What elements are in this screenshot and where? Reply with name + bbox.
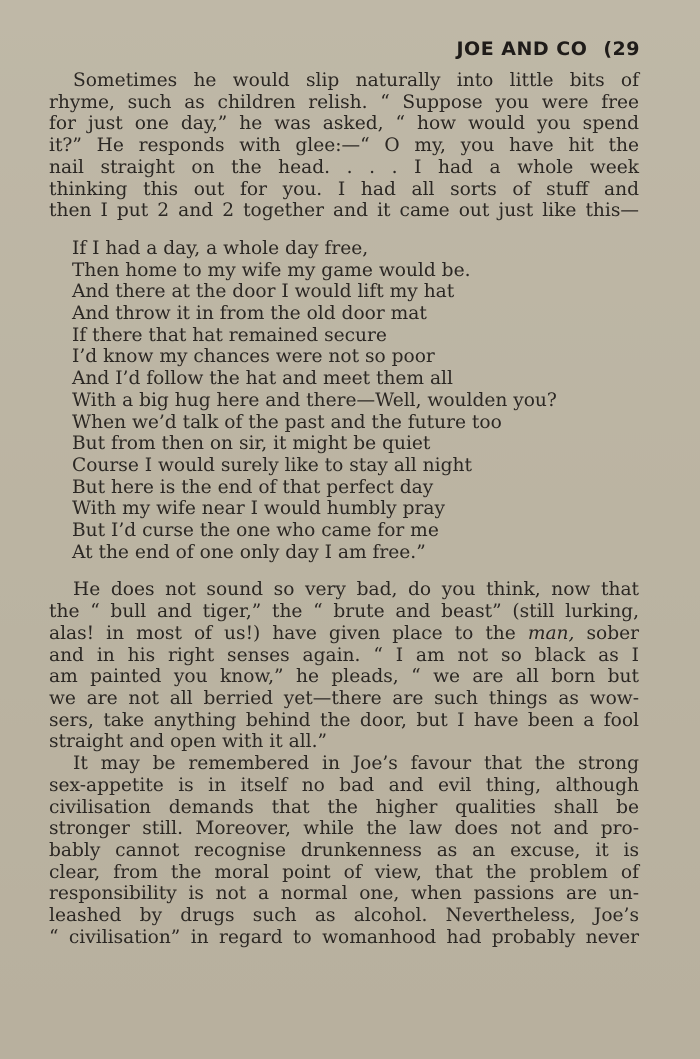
poem-line: And throw it in from the old door mat xyxy=(72,303,427,325)
poem-line: But from then on sir, it might be quiet xyxy=(72,433,431,455)
running-header xyxy=(456,38,640,60)
text-line: clear, from the moral point of view, that the problem of xyxy=(49,861,639,883)
running-title: JOE AND CO xyxy=(456,38,588,60)
text-line: it?” He responds with glee:—“ O my, you have hit the xyxy=(49,135,639,157)
text-line: sex-appetite is in itself no bad and evil thing, although xyxy=(49,774,639,796)
paragraph-commentary xyxy=(25,579,639,753)
body-text xyxy=(25,70,639,948)
text-fragment: sober xyxy=(586,622,639,644)
poem-line: But I’d curse the one who came for me xyxy=(72,520,439,542)
text-line: nail straight on the head. . . . I had a whole week xyxy=(49,156,639,178)
poem-line: With a big hug here and there—Well, woulden you? xyxy=(72,389,557,411)
poem-line: But here is the end of that perfect day xyxy=(72,476,434,498)
text-line: bably cannot recognise drunkenness as an excuse, it is xyxy=(49,839,639,861)
text-line: we are not all berried yet—there are such things as wow- xyxy=(49,687,639,709)
text-line: stronger still. Moreover, while the law does not and pro- xyxy=(49,818,639,840)
text-line: responsibility is not a normal one, when passions are un- xyxy=(49,883,639,905)
paragraph-reflection xyxy=(25,753,639,948)
text-line: He does not sound so very bad, do you think, now that xyxy=(73,579,639,601)
text-line: for just one day,” he was asked, “ how would you spend xyxy=(49,113,639,135)
page-number: (29 xyxy=(603,38,640,60)
text-line: then I put 2 and 2 together and it came out just like this— xyxy=(49,200,639,222)
text-line: am painted you know,” he pleads, “ we are all born but xyxy=(49,666,639,688)
text-line: civilisation demands that the higher qualities shall be xyxy=(49,796,639,818)
paragraph-intro xyxy=(25,70,639,222)
poem-line: If I had a day, a whole day free, xyxy=(72,237,369,259)
text-fragment: alas! in most of us!) have given place to the xyxy=(49,622,516,644)
poem-line: Course I would surely like to stay all night xyxy=(72,454,472,476)
text-line: leashed by drugs such as alcohol. Nevertheless, Joe’s xyxy=(49,905,639,927)
poem-line: With my wife near I would humbly pray xyxy=(72,498,445,520)
text-line: and in his right senses again. “ I am not so black as I xyxy=(49,644,639,666)
text-line: It may be remembered in Joe’s favour that the strong xyxy=(73,753,639,775)
poem-line: And there at the door I would lift my hat xyxy=(72,281,455,303)
text-line: Sometimes he would slip naturally into little bits of xyxy=(73,70,639,91)
text-line xyxy=(25,623,639,645)
text-line: sers, take anything behind the door, but I have been a fool xyxy=(49,709,639,731)
poem-line: When we’d talk of the past and the future too xyxy=(72,411,502,433)
text-line: “ civilisation” in regard to womanhood had probably never xyxy=(49,926,639,948)
text-line: the “ bull and tiger,” the “ brute and beast” (still lurking, xyxy=(49,601,639,623)
poem-line: I’d know my chances were not so poor xyxy=(72,346,435,368)
text-line: thinking this out for you. I had all sorts of stuff and xyxy=(49,178,639,200)
text-line: straight and open with it all.” xyxy=(49,731,327,753)
poem xyxy=(72,238,639,564)
emphasis-man: man, xyxy=(527,622,575,644)
poem-line: Then home to my wife my game would be. xyxy=(72,259,471,281)
text-line: rhyme, such as children relish. “ Suppose you were free xyxy=(49,91,639,113)
poem-line: And I’d follow the hat and meet them all xyxy=(72,368,453,390)
poem-line: At the end of one only day I am free.” xyxy=(72,541,426,563)
poem-line: If there that hat remained secure xyxy=(72,324,387,346)
